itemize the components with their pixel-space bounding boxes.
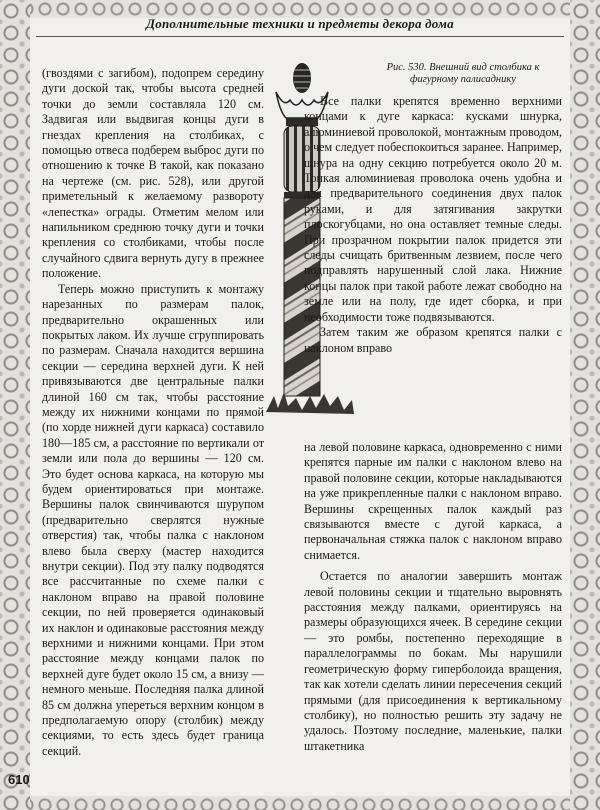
decorative-border-bottom	[0, 796, 600, 810]
figure-caption: Рис. 530. Внешний вид столбика к фигурному палисаднику	[386, 62, 540, 85]
left-paragraph-1: (гвоздями с загибом), подопрем середину дуги доской так, чтобы высота средней точки до земли составляла 120 см. Задвигая или выдвигая концы дуги в гнездах крепления на столбиках, с помощью отвеса подберем выброс дуги по отношению к точке В такой, как показано на чертеже (см. рис. 528), или другой приметельный к желаемому разворотy «лепестка» ограды. Отметим мелом или напильником среднюю точку дуги и точки крепления со столбиками, чтобы после случайного сдвига вернуть дугу в прежнее положение.	[42, 66, 264, 281]
right-paragraph-2-rest: на левой половине каркаса, одновременно с ними крепятся парные им палки с наклоном влево на правой половине секции, которые накладываются на уже прикрепленные палки с наклоном вправо. Вершины скрещенных палок каждый раз связываются вместе с дугой каркаса, а первоначальная стяжка палок с наклоном вправо снимается.	[304, 440, 562, 562]
header-divider	[36, 36, 564, 37]
page-number: 610	[8, 772, 30, 787]
right-paragraph-1: Все палки крепятся временно верхними концами к дуге каркаса: кусками шнурка, алюминиевой проволокой, монтажным проводом, о чем следует побеспокоиться заранее. Например, шнура на одну секцию потребуется около 20 м. Тонкая алюминиевая проволока очень удобна и для предварительного соединения двух палок руками, и для затягивания закрутки плоскогубцами, но она оставляет темные следы. При прозрачном покрытии палок придется эти следы счищать бритвенным лезвием, после чего подправлять нарушенный слой лака. Нижние концы палок при такой работе лежат свободно на земле или на полу, где идет сборка, и при необходимости тоже подвязываются.	[304, 94, 562, 324]
right-column	[304, 94, 562, 356]
running-header: Дополнительные техники и предметы декора дома	[146, 16, 454, 31]
decorative-border-right	[570, 0, 600, 810]
left-paragraph-2: Теперь можно приступить к монтажу нарезанных по размерам палок, предварительно окрашенных или покрытых лаком. Их лучше сгруппировать по размерам. Сначала находится вершина секции — середина верхней дуги. К ней привязываются две центральные палки длиной 160 см так, чтобы расстояние между их нижними концами по прямой (по хорде нижней дуги каркаса) составило 180—185 см, а расстояние по вертикали от земли или пола до вершины — 120 см. Это будет основа каркаса, на которую мы будем ориентироваться при монтаже. Вершины палок свинчиваются шурупом (предварительно сверлятся нужные отверстия) так, чтобы палка с наклоном влево была сверху (мастер находится внутри секции). Под эту палку подводятся все рассчитанные по схеме палки с наклоном вправо на правой половине секции, по ней проверяется одинаковый их наклон и одинаковые расстояния между верхними и нижними концами. При этом расстояние между концами палок по верхней дуге будет около 15 см, а внизу — немного меньше. Последняя палка длиной 85 см должна упереться верхним концом в предполагаемую опору (столбик) между секциями, то есть здесь будет граница секций.	[42, 281, 264, 758]
decorative-border-left	[0, 0, 30, 810]
right-lower-column	[304, 440, 562, 754]
right-paragraph-3: Остается по аналогии завершить монтаж левой половины секции и тщательно выровнять расстояния между палками, ориентируясь на размеры образующихся ячеек. В середине секции — это ромбы, постепенно переходящие в параллелограммы по бокам. Мы нарушили геометрическую форму гиперболоида вращения, так как хотели сделать линии пересечения секций прямыми (для присоединения к вертикальному столбику), но полностью решить эту задачу не удалось. Поэтому последние, маленькие, палки штакетника	[304, 569, 562, 753]
right-paragraph-2-start: Затем таким же образом крепятся палки с наклоном вправо	[304, 325, 562, 355]
left-column	[42, 66, 264, 759]
